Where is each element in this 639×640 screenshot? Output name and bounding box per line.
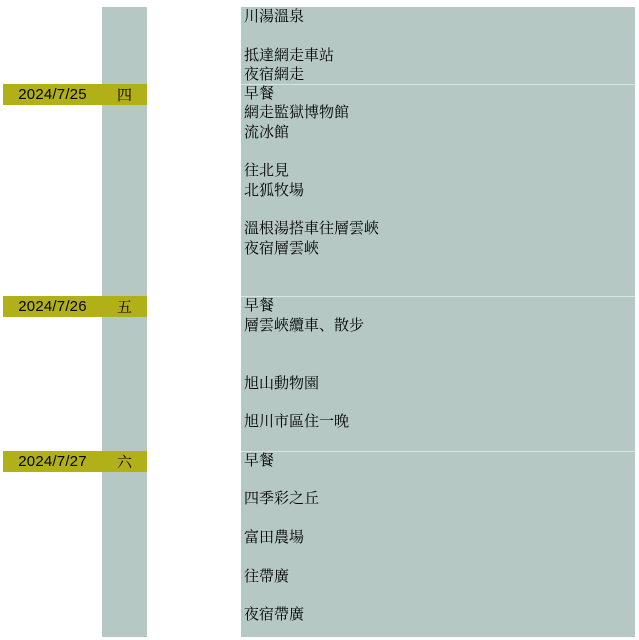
itinerary-line: 往北見 [244, 162, 290, 180]
day-block [241, 7, 635, 84]
itinerary-line [241, 625, 635, 638]
itinerary-line: 川湯溫泉 [244, 8, 305, 25]
itinerary-line: 旭山動物園 [244, 374, 320, 392]
date-row [3, 451, 147, 472]
itinerary-line [241, 142, 635, 161]
day-block [241, 296, 635, 450]
itinerary-line: 富田農場 [244, 529, 305, 547]
itinerary-column [241, 7, 635, 637]
itinerary-line [241, 26, 635, 45]
itinerary-line: 早餐 [244, 297, 275, 315]
date-cell: 2024/7/27 [18, 453, 87, 470]
itinerary-line: 往帶廣 [244, 567, 290, 585]
itinerary-line: 四季彩之丘 [244, 490, 320, 508]
itinerary-line [241, 393, 635, 412]
itinerary-line: 網走監獄博物館 [244, 104, 350, 122]
itinerary-line: 夜宿帶廣 [244, 606, 305, 624]
itinerary-line: 北狐牧場 [244, 181, 305, 199]
weekday-cell: 五 [116, 299, 132, 316]
itinerary-line [241, 277, 635, 296]
itinerary-line [241, 509, 635, 528]
itinerary-line: 夜宿層雲峽 [244, 239, 320, 257]
day-block [241, 84, 635, 296]
date-cell: 2024/7/26 [18, 298, 87, 315]
itinerary-line [241, 258, 635, 277]
date-row [3, 296, 147, 317]
itinerary-line [241, 200, 635, 219]
date-row [3, 84, 147, 105]
itinerary-line: 旭川市區住一晚 [244, 413, 350, 431]
itinerary-line [241, 354, 635, 373]
itinerary-line [241, 470, 635, 489]
itinerary-line: 層雲峽纜車、散步 [244, 316, 365, 334]
itinerary-line: 流冰館 [244, 123, 290, 141]
day-block [241, 451, 635, 637]
weekday-cell: 四 [116, 87, 132, 104]
itinerary-line: 抵達網走車站 [244, 46, 335, 64]
itinerary-line [241, 586, 635, 605]
itinerary-line: 溫根湯搭車往層雲峽 [244, 220, 380, 238]
itinerary-line: 早餐 [244, 451, 275, 469]
itinerary-line [241, 432, 635, 451]
itinerary-line [241, 547, 635, 566]
itinerary-line: 夜宿網走 [244, 65, 305, 83]
weekday-cell: 六 [116, 454, 132, 471]
date-cell: 2024/7/25 [18, 86, 87, 103]
itinerary-line: 早餐 [244, 85, 275, 103]
itinerary-line [241, 335, 635, 354]
